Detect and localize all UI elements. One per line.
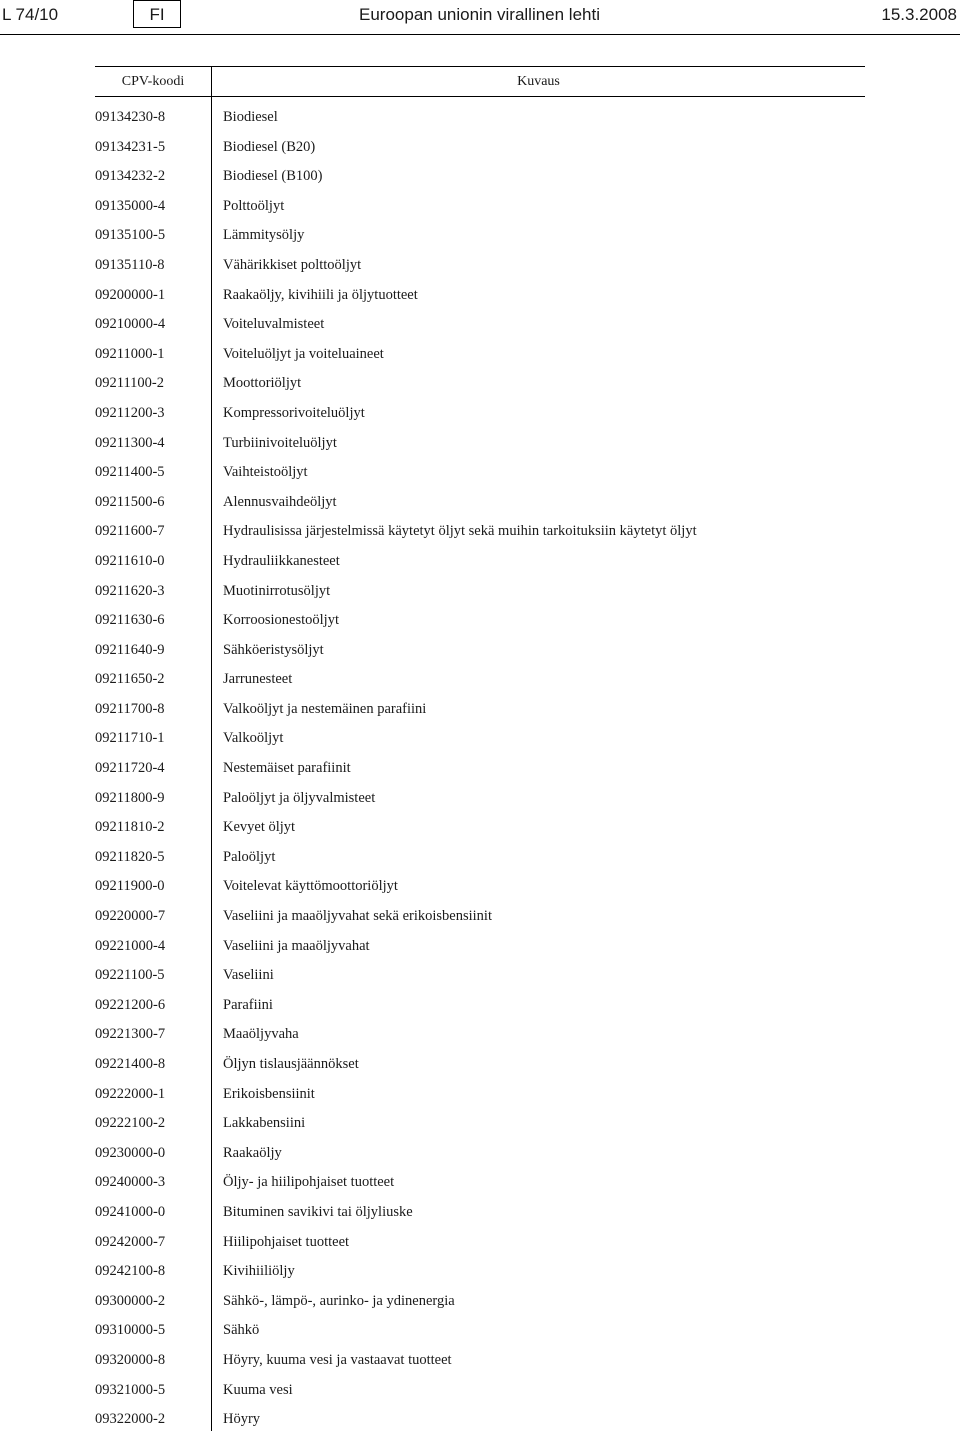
cpv-code: 09320000-8 — [95, 1351, 166, 1368]
cpv-code: 09211810-2 — [95, 819, 165, 836]
table-row — [95, 670, 865, 700]
table-row — [95, 700, 865, 730]
table-row — [95, 197, 865, 227]
table-row — [95, 374, 865, 404]
cpv-description: Paloöljyt — [223, 848, 276, 865]
cpv-description: Kuuma vesi — [223, 1381, 293, 1398]
cpv-code: 09300000-2 — [95, 1292, 166, 1309]
cpv-code: 09242100-8 — [95, 1263, 166, 1280]
table-row — [95, 1025, 865, 1055]
cpv-description: Valkoöljyt ja nestemäinen parafiini — [223, 700, 427, 717]
cpv-code: 09210000-4 — [95, 316, 166, 333]
cpv-description: Vaihteistoöljyt — [223, 464, 308, 481]
cpv-code: 09211600-7 — [95, 523, 165, 540]
cpv-code: 09241000-0 — [95, 1203, 166, 1220]
cpv-description: Vähärikkiset polttoöljyt — [223, 256, 362, 273]
cpv-code: 09242000-7 — [95, 1233, 166, 1250]
table-row — [95, 286, 865, 316]
table-row — [95, 907, 865, 937]
table-row — [95, 1381, 865, 1411]
table-row — [95, 789, 865, 819]
cpv-code: 09211630-6 — [95, 612, 165, 629]
cpv-description: Voiteluöljyt ja voiteluaineet — [223, 345, 384, 362]
cpv-code: 09221000-4 — [95, 937, 166, 954]
table-row — [95, 1055, 865, 1085]
cpv-description: Moottoriöljyt — [223, 375, 302, 392]
cpv-description: Hiilipohjaiset tuotteet — [223, 1233, 350, 1250]
table-row — [95, 1292, 865, 1322]
cpv-code: 09230000-0 — [95, 1144, 166, 1161]
cpv-description: Erikoisbensiinit — [223, 1085, 315, 1102]
cpv-description: Vaseliini — [223, 967, 274, 984]
cpv-description: Voiteluvalmisteet — [223, 316, 325, 333]
page-header — [0, 0, 960, 36]
cpv-description: Paloöljyt ja öljyvalmisteet — [223, 789, 376, 806]
cpv-code: 09310000-5 — [95, 1322, 166, 1339]
column-header-code: CPV-koodi — [121, 74, 185, 89]
table-row — [95, 1233, 865, 1263]
header-divider — [0, 34, 960, 35]
cpv-code: 09135000-4 — [95, 197, 166, 214]
table-row — [95, 1114, 865, 1144]
cpv-code: 09211200-3 — [95, 404, 165, 421]
issue-date: 15.3.2008 — [881, 5, 957, 24]
cpv-description: Kevyet öljyt — [223, 819, 296, 836]
cpv-code: 09134231-5 — [95, 138, 166, 155]
table-row — [95, 1085, 865, 1115]
cpv-description: Kompressorivoiteluöljyt — [223, 404, 365, 421]
table-row — [95, 1410, 865, 1440]
cpv-code: 09211100-2 — [95, 375, 165, 392]
cpv-description: Jarrunesteet — [223, 671, 293, 688]
cpv-description: Alennusvaihdeöljyt — [223, 493, 337, 510]
table-row — [95, 552, 865, 582]
cpv-code: 09211710-1 — [95, 730, 165, 747]
table-row — [95, 167, 865, 197]
cpv-code: 09211700-8 — [95, 700, 165, 717]
cpv-description: Voitelevat käyttömoottoriöljyt — [223, 878, 398, 895]
table-row — [95, 1262, 865, 1292]
cpv-code: 09240000-3 — [95, 1174, 166, 1191]
table-row — [95, 611, 865, 641]
cpv-description: Bituminen savikivi tai öljyliuske — [223, 1203, 413, 1220]
table-row — [95, 108, 865, 138]
table-row — [95, 996, 865, 1026]
cpv-description: Vaseliini ja maaöljyvahat — [223, 937, 370, 954]
cpv-description: Parafiini — [223, 996, 273, 1013]
cpv-description: Lämmitysöljy — [223, 227, 305, 244]
cpv-code: 09211610-0 — [95, 552, 165, 569]
cpv-code: 09221400-8 — [95, 1056, 166, 1072]
cpv-code: 09200000-1 — [95, 286, 166, 303]
cpv-code: 09211650-2 — [95, 671, 165, 688]
table-row — [95, 1144, 865, 1174]
table-row — [95, 522, 865, 552]
table-row — [95, 966, 865, 996]
cpv-description: Biodiesel — [223, 109, 278, 125]
table-row — [95, 345, 865, 375]
cpv-description: Nestemäiset parafiinit — [223, 760, 351, 777]
cpv-code: 09135100-5 — [95, 227, 166, 244]
cpv-code: 09211300-4 — [95, 434, 165, 451]
cpv-code: 09221200-6 — [95, 996, 166, 1013]
table-row — [95, 434, 865, 464]
cpv-description: Sähkö-, lämpö-, aurinko- ja ydinenergia — [223, 1292, 455, 1309]
cpv-description: Vaseliini ja maaöljyvahat sekä erikoisbensiinit — [223, 908, 492, 925]
table-row — [95, 877, 865, 907]
table-row — [95, 315, 865, 345]
cpv-description: Öljy- ja hiilipohjaiset tuotteet — [223, 1174, 395, 1191]
cpv-description: Lakkabensiini — [223, 1115, 306, 1132]
cpv-code: 09222000-1 — [95, 1085, 166, 1102]
table-row — [95, 582, 865, 612]
cpv-code: 09211500-6 — [95, 493, 165, 510]
cpv-code: 09211900-0 — [95, 878, 165, 895]
cpv-code: 09322000-2 — [95, 1411, 166, 1428]
cpv-code: 09134230-8 — [95, 109, 166, 125]
journal-title: Euroopan unionin virallinen lehti — [359, 5, 600, 24]
cpv-description: Höyry — [223, 1411, 261, 1428]
language-badge: FI — [133, 0, 181, 28]
cpv-description: Muotinirrotusöljyt — [223, 582, 331, 599]
table-row — [95, 463, 865, 493]
cpv-description: Öljyn tislausjäännökset — [223, 1056, 359, 1072]
table-row — [95, 404, 865, 434]
cpv-code: 09211820-5 — [95, 848, 165, 865]
cpv-code: 09134232-2 — [95, 168, 166, 185]
cpv-description: Polttoöljyt — [223, 197, 285, 214]
table-row — [95, 937, 865, 967]
cpv-description: Raakaöljy — [223, 1144, 282, 1161]
cpv-code: 09221100-5 — [95, 967, 165, 984]
cpv-code: 09220000-7 — [95, 908, 166, 925]
table-row — [95, 493, 865, 523]
cpv-description: Biodiesel (B100) — [223, 168, 323, 185]
cpv-description: Kivihiiliöljy — [223, 1263, 295, 1280]
table-row — [95, 729, 865, 759]
table-row — [95, 641, 865, 671]
table-row — [95, 848, 865, 878]
table-row — [95, 818, 865, 848]
cpv-description: Korroosionestoöljyt — [223, 612, 339, 629]
cpv-code: 09321000-5 — [95, 1381, 166, 1398]
table-row — [95, 759, 865, 789]
table-row — [95, 1321, 865, 1351]
column-header-description: Kuvaus — [517, 74, 560, 89]
cpv-description: Hydraulisissa järjestelmissä käytetyt öljyt sekä muihin tarkoituksiin käytetyt öljyt — [223, 523, 697, 540]
cpv-code: 09211640-9 — [95, 641, 165, 658]
table-row — [95, 138, 865, 168]
cpv-code: 09211720-4 — [95, 760, 165, 777]
cpv-description: Sähkö — [223, 1322, 260, 1339]
cpv-code: 09222100-2 — [95, 1115, 166, 1132]
table-row — [95, 1203, 865, 1233]
cpv-description: Turbiinivoiteluöljyt — [223, 434, 337, 451]
cpv-code: 09211620-3 — [95, 582, 165, 599]
cpv-description: Valkoöljyt — [223, 730, 284, 747]
cpv-description: Biodiesel (B20) — [223, 138, 316, 155]
table-row — [95, 1351, 865, 1381]
page-reference: L 74/10 — [2, 5, 59, 24]
cpv-description: Sähköeristysöljyt — [223, 641, 324, 658]
cpv-code: 09135110-8 — [95, 256, 165, 273]
table-body — [95, 108, 865, 1440]
cpv-description: Hydrauliikkanesteet — [223, 552, 340, 569]
cpv-description: Höyry, kuuma vesi ja vastaavat tuotteet — [223, 1351, 452, 1368]
cpv-code: 09211400-5 — [95, 464, 165, 481]
cpv-code: 09211800-9 — [95, 789, 165, 806]
table-row — [95, 226, 865, 256]
cpv-code: 09221300-7 — [95, 1026, 166, 1043]
cpv-code: 09211000-1 — [95, 345, 165, 362]
table-row — [95, 1173, 865, 1203]
cpv-description: Raakaöljy, kivihiili ja öljytuotteet — [223, 286, 418, 303]
cpv-description: Maaöljyvaha — [223, 1026, 299, 1043]
table-row — [95, 256, 865, 286]
